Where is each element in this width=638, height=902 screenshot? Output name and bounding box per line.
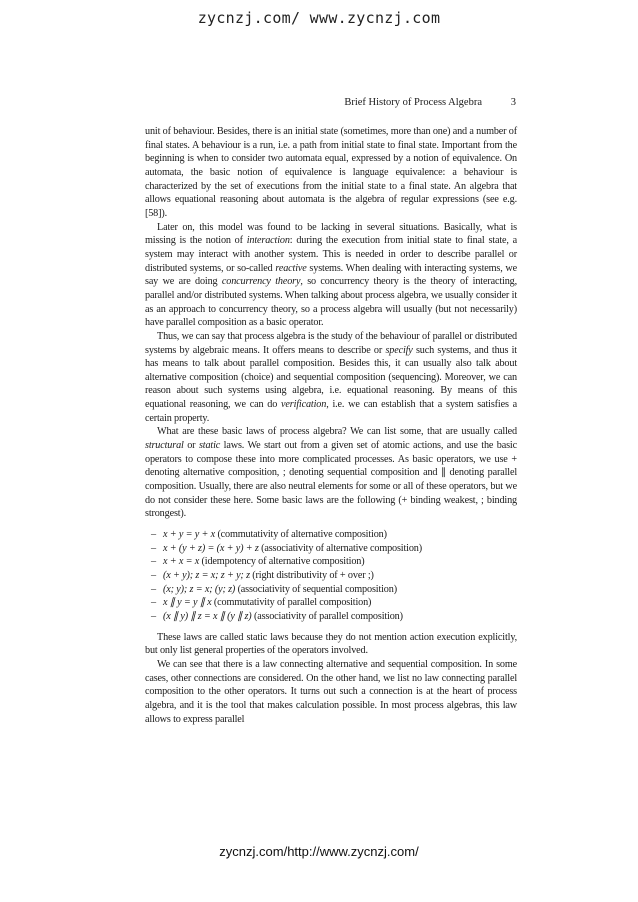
emphasized-text: concurrency theory	[221, 276, 301, 288]
text-run: These laws are called static laws because they do not mention action execution explicitly, but only list general properties of the operators involved.	[145, 631, 517, 657]
emphasized-text: structural	[145, 440, 184, 452]
law-formula: x + y = y + x	[163, 529, 216, 541]
law-description: (associativity of parallel composition)	[251, 610, 403, 622]
running-head	[145, 97, 516, 111]
law-item	[145, 555, 517, 569]
text-run: unit of behaviour. Besides, there is an initial state (sometimes, more than one) and a number of final states. A behaviour is a run, i.e. a path from initial state to final state. Important from the beginning is when to consider two automata equal, expressed by a notion of equivalence. On automata, the basic notion of equivalence is language equivalence: a behaviour is characterized by the set of executions from the initial state to a final state. An algebra that allows equational reasoning about automata is the algebra of regular expressions (see e.g. [58]).	[145, 126, 517, 219]
body-text	[145, 125, 517, 726]
list-dash: –	[151, 529, 156, 541]
law-item	[145, 610, 517, 624]
running-head-title: Brief History of Process Algebra	[344, 97, 482, 108]
paragraph	[145, 658, 517, 726]
text-run: What are these basic laws of process algebra? We can list some, that are usually called	[157, 426, 517, 438]
list-dash: –	[151, 556, 156, 568]
static-laws-list	[145, 528, 517, 624]
watermark-bottom: zycnzj.com/http://www.zycnzj.com/	[219, 844, 419, 859]
law-formula: (x + y); z = x; z + y; z	[163, 570, 250, 581]
paragraph	[145, 221, 517, 330]
emphasized-text: interaction	[246, 235, 290, 247]
law-description: (idempotency of alternative composition)	[199, 556, 365, 568]
watermark-top: zycnzj.com/ www.zycnzj.com	[197, 9, 441, 27]
law-item	[145, 569, 517, 583]
text-run: or	[183, 440, 199, 452]
law-formula: (x ∥ y) ∥ z = x ∥ (y ∥ z)	[163, 610, 252, 622]
law-description: (commutativity of alternative composition)	[215, 529, 387, 541]
text-run: such systems, and thus it has means to talk about parallel composition. Besides this, it can usually also talk about alternative composition (choice) and sequential composition (sequencing). Moreover, we can reason about such systems using algebra, i.e. equational reasoning. By means of this equational reasoning, we can do	[145, 344, 517, 411]
law-description: (associativity of alternative composition)	[258, 542, 422, 554]
text-run: : during the execution from initial state to final state, a system may interact with another system. This is needed in order to describe parallel or distributed systems, or so-called	[145, 235, 518, 274]
list-dash: –	[151, 610, 156, 622]
text-run: laws. We start out from a given set of atomic actions, and use the basic operators to compose these into more complicated processes. As basic operators, we use + denoting alternative composition, ; denoting sequential composition and ∥ denoting parallel composition. Usually, there are also neutral elements for some or all of these operators, but we do not consider these here. Some basic laws are the following (+ binding weakest, ; binding strongest).	[145, 440, 517, 520]
text-run: Later on, this model was found to be lacking in several situations. Basically, what is missing is the notion of	[145, 221, 517, 247]
page-number: 3	[510, 97, 516, 108]
emphasized-text: specify	[385, 344, 413, 356]
text-run: , i.e. we can establish that a system satisfies a certain property.	[145, 399, 517, 424]
list-dash: –	[151, 570, 156, 581]
emphasized-text: verification	[281, 399, 327, 411]
law-description: (associativity of sequential composition)	[235, 583, 397, 595]
law-item	[145, 542, 517, 556]
law-item	[145, 583, 517, 597]
text-run: Thus, we can say that process algebra is the study of the behaviour of parallel or distributed systems by algebraic means. It offers means to describe or	[145, 330, 517, 356]
paragraph	[145, 330, 517, 426]
text-run: systems. When dealing with interacting systems, we say we are doing	[145, 262, 517, 288]
list-dash: –	[151, 597, 156, 609]
paragraph	[145, 631, 517, 658]
law-formula: x + x = x	[163, 556, 200, 568]
law-description: (commutativity of parallel composition)	[211, 597, 372, 609]
list-dash: –	[151, 583, 156, 595]
paragraph	[145, 425, 517, 521]
law-formula: x + (y + z) = (x + y) + z	[163, 542, 259, 554]
law-item	[145, 528, 517, 542]
law-formula: (x; y); z = x; (y; z)	[163, 583, 236, 595]
paragraph	[145, 125, 517, 221]
emphasized-text: static	[198, 440, 221, 452]
paragraphs-before-laws	[145, 125, 517, 521]
list-dash: –	[151, 542, 156, 554]
text-run: We can see that there is a law connecting alternative and sequential composition. In some cases, other connections are considered. On the other hand, we list no law connecting parallel composition to the other operators. It turns out such a connection is at the heart of process algebra, and it is the tool that makes calculation possible. In most process algebras, this law allows to express parallel	[145, 658, 517, 725]
law-formula: x ∥ y = y ∥ x	[163, 597, 212, 609]
law-item	[145, 596, 517, 610]
emphasized-text: reactive	[275, 262, 307, 274]
law-description: (right distributivity of + over ;)	[249, 570, 374, 581]
text-run: , so concurrency theory is the theory of interacting, parallel and/or distributed systems. When talking about process algebra, we usually consider it as an approach to concurrency theory, so a process algebra will usually (but not necessarily) have parallel composition as a basic operator.	[145, 276, 517, 329]
paragraphs-after-laws	[145, 631, 517, 727]
